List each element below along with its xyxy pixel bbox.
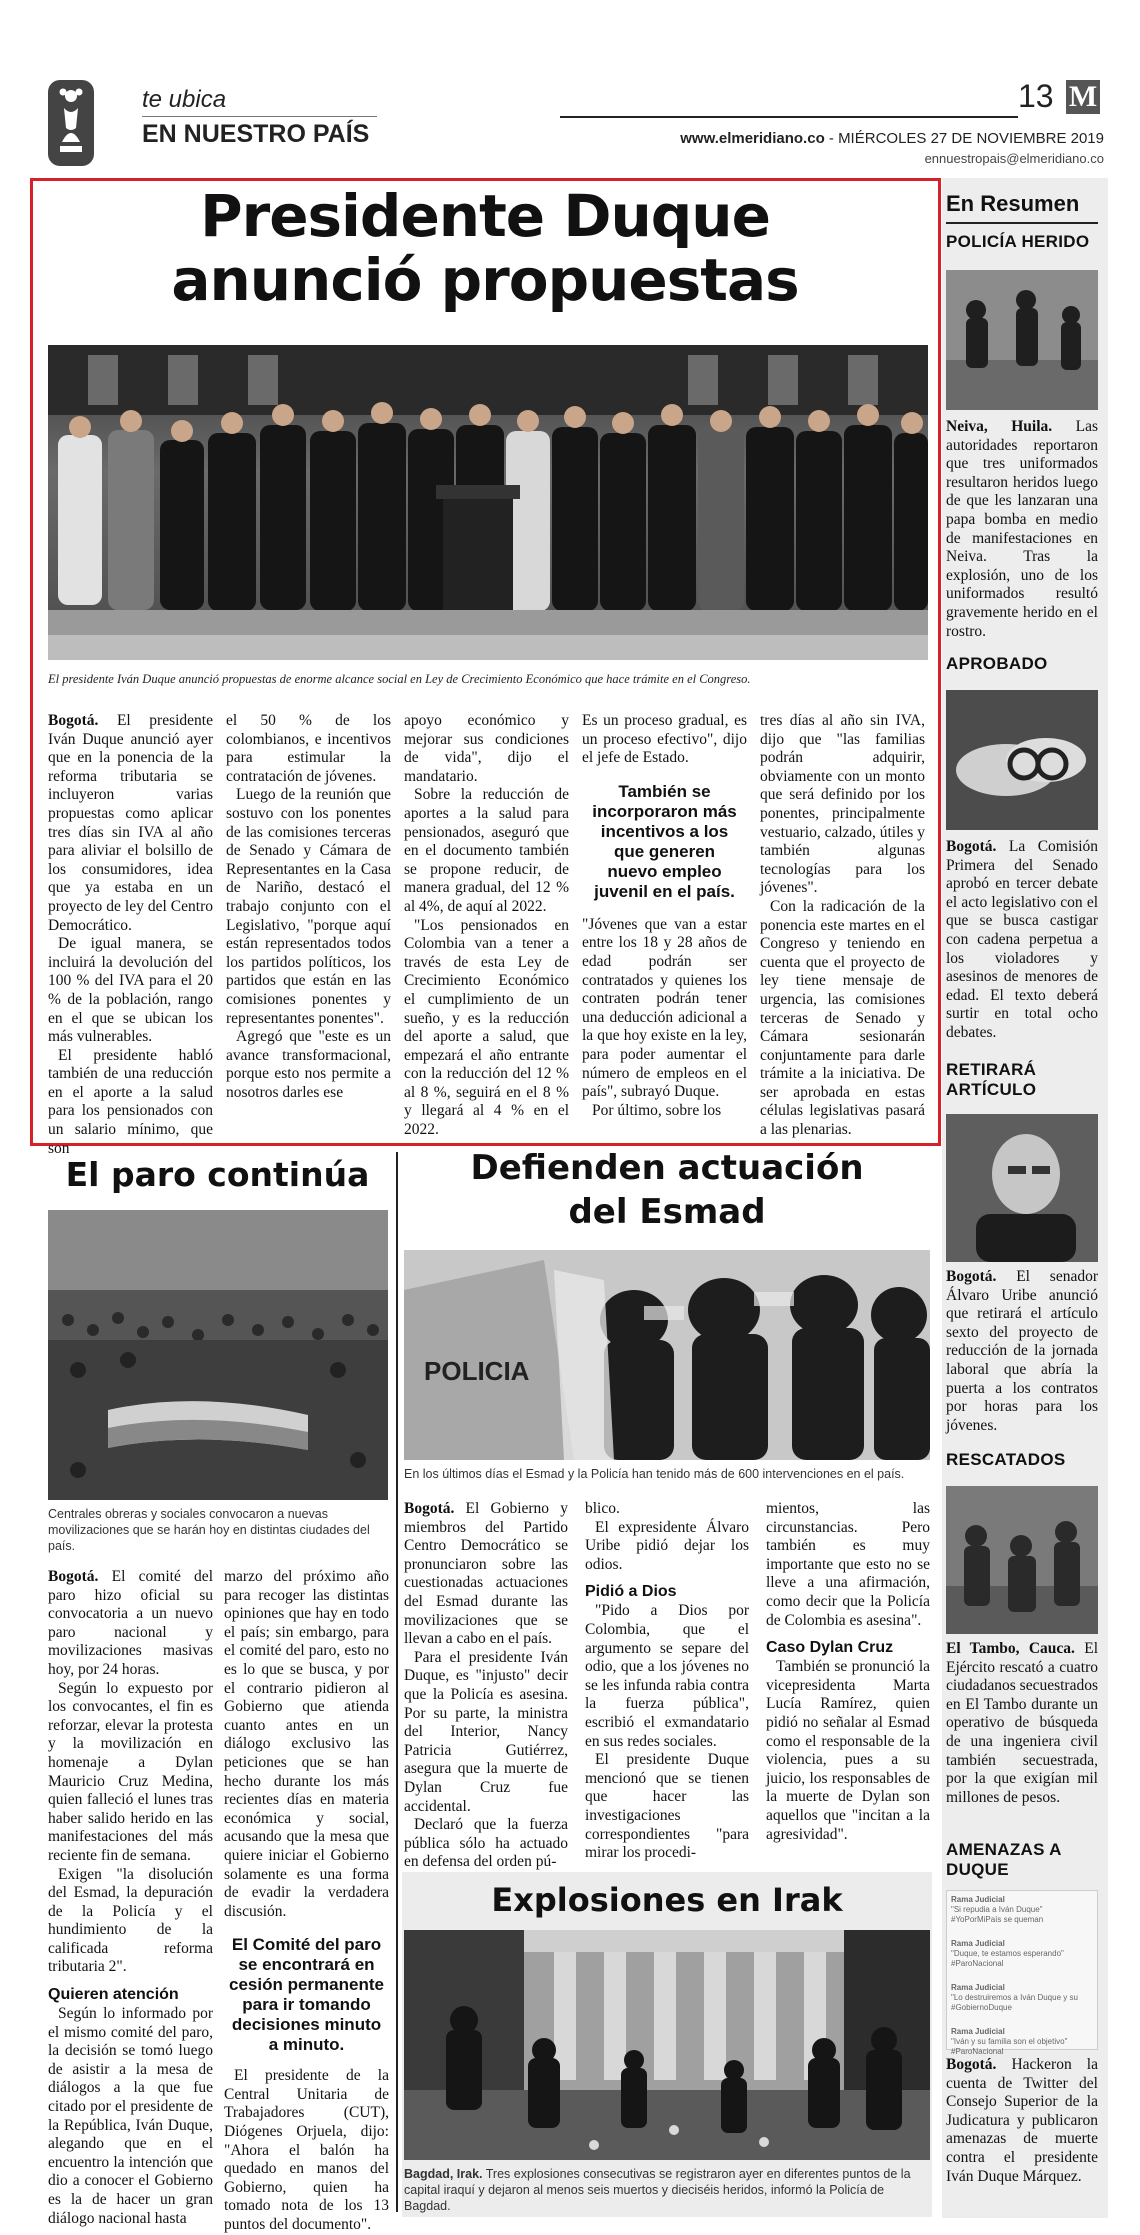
esmad-subhead: Pidió a Dios xyxy=(585,1583,677,1601)
paro-paragraph: Según lo expuesto por los convocantes, el fin es reforzar, elevar la protesta y la movilización en homenaje a Dylan Mauricio Cruz Medina, quien falleció el lunes tras haber salido herido en las manifestaciones del más reciente fin de semana. xyxy=(48,1679,213,1864)
irak-photo xyxy=(404,1930,930,2160)
sidebar-body: El Ejército rescató a cuatro ciudadanos secuestrados en El Tambo durante un operativo de búsqueda de una ingeniera civil también secuestrada, por la que exigían mil millones de pesos. xyxy=(946,1640,1098,1806)
paro-subhead: Quieren atención xyxy=(48,1986,179,2004)
sidebar-photo-handcuffs xyxy=(946,690,1098,830)
main-paragraph: Sobre la reducción de aportes a la salud para pensionados, aseguró que en el documento también se propone reducir, de manera gradual, del 12 % al 4%, de aquí al 2022. xyxy=(404,786,569,915)
paro-col-2 xyxy=(224,1568,389,2235)
dateline: Bogotá. xyxy=(946,1268,997,1285)
esmad-photo xyxy=(404,1250,930,1460)
esmad-photo-caption: En los últimos días el Esmad y la Policía han tenido más de 600 intervenciones en el país. xyxy=(404,1467,905,1481)
paro-photo-caption: Centrales obreras y sociales convocaron a nuevas movilizaciones que se harán hoy en distintas ciudades del país. xyxy=(48,1507,370,1553)
logo-mark: M xyxy=(1066,80,1100,114)
trophy-icon xyxy=(52,84,90,162)
sidebar-body: Las autoridades reportaron que tres uniformados resultaron heridos luego de que les lanzaran una papa bomba en medio de manifestaciones en Neiva. Tras la explosión, uno de los uniformados resultó gravemente herido en el rostro. xyxy=(946,418,1098,640)
tweet xyxy=(951,1983,1093,2013)
main-paragraph: el 50 % de los colombianos, e incentivos para estimular la contratación de jóvenes. xyxy=(226,712,391,785)
sidebar-photo-rescued xyxy=(946,1486,1098,1634)
esmad-photo-text: POLICIA xyxy=(424,1356,530,1386)
dateline: Bogotá. xyxy=(48,1568,99,1585)
sidebar-text xyxy=(946,1640,1098,1807)
tweet-user: Rama Judicial xyxy=(951,1939,1005,1948)
paro-paragraph: Exigen "la disolución del Esmad, la depuración de la Policía y el hundimiento de la calificada reforma tributaria 2". xyxy=(48,1865,213,1976)
irak-title: Explosiones en Irak xyxy=(491,1881,843,1919)
tweet xyxy=(951,2027,1093,2057)
tweet-user: Rama Judicial xyxy=(951,1983,1005,1992)
tweet-text: "Si repudia a Iván Duque" #YoPorMiPaís se queman xyxy=(951,1905,1044,1924)
esmad-paragraph: "Pido a Dios por Colombia, que el argumento se separe del odio, que a los jóvenes no se les infunda rabia contra la fuerza pública", escribió el exmandatario en sus redes sociales. xyxy=(585,1602,749,1750)
header-rule xyxy=(560,116,1018,118)
column-divider xyxy=(396,1152,398,2212)
esmad-title-line1: Defienden actuación xyxy=(470,1148,864,1188)
main-col-5 xyxy=(760,712,925,1140)
sidebar-title-rule xyxy=(946,222,1098,224)
irak-caption-text: Tres explosiones consecutivas se registraron ayer en diferentes puntos de la capital iraquí y dejaron al menos seis muertos y dieciséis heridos, informó la Policía de Bagdad. xyxy=(404,2167,911,2213)
main-paragraph: El presidente habló también de una reducción en el aporte a la salud para los pensionados con un salario mínimo, que son xyxy=(48,1046,213,1157)
sidebar-body: El senador Álvaro Uribe anunció que retirará el artículo sexto del proyecto de reducción de la jornada laboral que abría la puerta a los contratos por horas para los jóvenes. xyxy=(946,1268,1098,1434)
section-email[interactable]: ennuestropais@elmeridiano.co xyxy=(924,151,1104,166)
sidebar-photo-injured-police xyxy=(946,270,1098,410)
esmad-paragraph: Para el presidente Iván Duque, es "injusto" decir que la Policía es asesina. Por su parte, la ministra del Interior, Nancy Patricia Gutiérrez, asegura que la muerte de Dylan Cruz fue accidental. xyxy=(404,1648,568,1815)
main-col-3 xyxy=(404,712,569,1140)
sidebar-head: APROBADO xyxy=(946,654,1048,673)
dateline: Bogotá. xyxy=(404,1500,455,1517)
irak-photo-caption xyxy=(404,2166,930,2214)
section-main-label: EN NUESTRO PAÍS xyxy=(142,120,370,148)
main-paragraph: Agregó que "este es un avance transformacional, porque esto nos permite a nosotros darles ese xyxy=(226,1028,391,1101)
dateline: Bogotá. xyxy=(946,838,997,855)
main-paragraph: De igual manera, se incluirá la devolución del 100 % del IVA para el 20 % de la población, rango en el que se ubican los más vulnerables. xyxy=(48,935,213,1046)
dateline: Neiva, Huila. xyxy=(946,418,1053,435)
esmad-col-3 xyxy=(766,1500,930,1844)
sidebar-head: AMENAZAS A DUQUE xyxy=(946,1840,1062,1879)
tweet xyxy=(951,1939,1093,1969)
esmad-col-2 xyxy=(585,1500,749,1863)
main-col-4 xyxy=(582,712,747,1120)
paro-paragraph: Según lo informado por el mismo comité del paro, la decisión se tomó luego de asistir a la mesa de diálogos a la que fue citado por el presidente de la República, Iván Duque, alegando que en el encuentro la intención que dio a conocer el Gobierno es la de hacer un gran diálogo nacional hasta xyxy=(48,2005,213,2227)
paro-photo xyxy=(48,1210,388,1500)
dateline: Bagdad, Irak. xyxy=(404,2167,483,2181)
sidebar-photo-uribe xyxy=(946,1114,1098,1262)
main-col-2 xyxy=(226,712,391,1102)
main-paragraph: apoyo económico y mejorar sus condiciones de vida", dijo el mandatario. xyxy=(404,712,569,785)
page-number: 13 xyxy=(1018,78,1054,114)
section-top-label: te ubica xyxy=(142,86,227,113)
sidebar-head: RESCATADOS xyxy=(946,1450,1066,1469)
paro-paragraph: marzo del próximo año para recoger las distintas opiniones que hay en todo el país; sin embargo, para el comité del paro, esto no es lo que se busca, y por el contrario pidieron al Gobierno que atienda cuanto antes en un diálogo exclusivo las peticiones que se han hecho durante los más recientes días en materia económica y social, acusando que la mesa que quiere iniciar el Gobierno solamente es una forma de evadir la verdadera discusión. xyxy=(224,1568,389,1920)
tweet xyxy=(951,1895,1093,1925)
pull-quote: El Comité del paro se encontrará en cesión permanente para ir tomando decisiones minuto a minuto. xyxy=(229,1935,384,2055)
main-paragraph: Luego de la reunión que sostuvo con los ponentes de las comisiones terceras de Senado y Cámara de Representantes en la Casa de Nariño, destacó el trabajo conjunto con el Legislativo, "porque aquí están representados todos los partidos políticos, los partidos que están en las comisiones ponentes y representantes ponentes". xyxy=(226,786,391,1027)
esmad-paragraph: El expresidente Álvaro Uribe pidió dejar los odios. xyxy=(585,1518,749,1573)
main-paragraph: Es un proceso gradual, es un proceso efectivo", dijo el jefe de Estado. xyxy=(582,712,747,767)
esmad-paragraph: El presidente Duque mencionó que se tienen que hacer las investigaciones correspondientes "para mirar los procedi- xyxy=(585,1751,749,1862)
sidebar-head: RETIRARÁ ARTÍCULO xyxy=(946,1060,1037,1099)
sidebar-body: La Comisión Primera del Senado aprobó en tercer debate el acto legislativo con el que se busca castigar con cadena perpetua a los violadores y asesinos de menores de edad. El texto deberá surtir en total ocho debates. xyxy=(946,838,1098,1041)
main-paragraph: "Los pensionados en Colombia van a tener a través de esta Ley de Crecimiento Económico el cumplimiento de un sueño, y es la reducción del aporte a salud, que empezará el año entrante con la reducción del 12 % al 8 %, seguirá en el 8 % y llegará al 4 % en el 2022. xyxy=(404,916,569,1139)
esmad-title xyxy=(402,1146,932,1234)
main-paragraph: "Jóvenes que van a estar entre los 18 y 28 años de edad podrán ser contratados y quienes los contraten podrán tener una deducción adicional a la que hoy existe en la ley, para poder aumentar el número de empleos en el país", subrayó Duque. xyxy=(582,915,747,1101)
main-photo xyxy=(48,345,928,660)
section-divider xyxy=(142,116,377,117)
esmad-paragraph: El Gobierno y miembros del Partido Centro Democrático se pronunciaron sobre las cuestionadas actuaciones del Esmad durante las movilizaciones que se llevan a cabo en el país. xyxy=(404,1500,568,1648)
paro-paragraph: El presidente de la Central Unitaria de Trabajadores (CUT), Diógenes Orjuela, dijo: "Ahora el balón ha quedado en manos del Gobierno, quien ha tomado nota de los 13 puntos del documento". xyxy=(224,2067,389,2234)
main-photo-caption: El presidente Iván Duque anunció propuestas de enorme alcance social en Ley de Crecimiento Económico que hace trámite en el Congreso. xyxy=(48,672,751,686)
esmad-subhead: Caso Dylan Cruz xyxy=(766,1639,894,1657)
esmad-paragraph: blico. xyxy=(585,1500,620,1517)
sidebar-text xyxy=(946,418,1098,641)
paro-paragraph: El comité del paro hizo oficial su convocatoria a un nuevo paro nacional y movilizaciones masivas hoy, por 24 horas. xyxy=(48,1568,213,1678)
esmad-paragraph: Declaró que la fuerza pública sólo ha actuado en defensa del orden pú- xyxy=(404,1816,568,1871)
tweet-text: "Lo destruiremos a Iván Duque y su #GobiernoDuque xyxy=(951,1993,1078,2012)
esmad-col-1 xyxy=(404,1500,568,1872)
main-paragraph: Con la radicación de la ponencia este martes en el Congreso y teniendo en cuenta que el proyecto de ley tiene mensaje de urgencia, las comisiones terceras de Senado y Cámara sesionarán conjuntamente para darle trámite a la iniciativa. De ser aprobada en estas células legislativas pasará a las plenarias. xyxy=(760,897,925,1139)
main-title-line2: anunció propuestas xyxy=(171,246,799,314)
main-paragraph: tres días al año sin IVA, dijo que "las familias podrán adquirir, obviamente con un monto que será definido por los ponentes, principalmente vestuario, calzado, útiles y también algunas tecnologías para los jóvenes". xyxy=(760,712,925,897)
tweet-user: Rama Judicial xyxy=(951,1895,1005,1904)
esmad-paragraph: También se pronunció la vicepresidenta Marta Lucía Ramírez, quien pidió no señalar al Esmad como el responsable de la violencia, pues a su juicio, los responsables de la muerte de Dylan son aquellos que "incitan a la agresividad". xyxy=(766,1658,930,1843)
esmad-title-line2: del Esmad xyxy=(568,1192,766,1232)
paro-col-1 xyxy=(48,1568,213,2228)
sidebar-title: En Resumen xyxy=(946,191,1080,216)
sidebar-text xyxy=(946,1268,1098,1435)
pull-quote: También se incorporaron más incentivos a los que generen nuevo empleo juvenil en el país. xyxy=(592,781,737,901)
dateline: Bogotá. xyxy=(946,2056,997,2073)
esmad-paragraph: mientos, las circunstancias. Pero también es muy importante que esto no se lleve a una afirmación, como decir que la Policía de Colombia es asesina". xyxy=(766,1500,930,1629)
sidebar-body: Hackeron la cuenta de Twitter del Consejo Superior de la Judicatura y publicaron amenazas de muerte contra el presidente Iván Duque Márquez. xyxy=(946,2056,1098,2185)
site-date-line xyxy=(680,130,1104,147)
tweet-user: Rama Judicial xyxy=(951,2027,1005,2036)
main-col-1 xyxy=(48,712,213,1158)
site-url[interactable]: www.elmeridiano.co xyxy=(680,130,825,147)
sidebar-tweets xyxy=(946,1890,1098,2056)
dateline: Bogotá. xyxy=(48,712,99,729)
main-paragraph: Por último, sobre los xyxy=(592,1101,722,1119)
paro-title: El paro continúa xyxy=(65,1155,370,1194)
tweet-text: "Iván y su familia son el objetivo" #ParoNacional xyxy=(951,2037,1068,2056)
main-title-line1: Presidente Duque xyxy=(200,182,770,250)
sidebar-text xyxy=(946,838,1098,1043)
main-title xyxy=(40,184,930,312)
issue-date: - MIÉRCOLES 27 DE NOVIEMBRE 2019 xyxy=(824,130,1104,147)
tweet-text: "Duque, te estamos esperando" #ParoNacional xyxy=(951,1949,1064,1968)
main-paragraph: El presidente Iván Duque anunció ayer que en la ponencia de la reforma tributaria se incluyeron varias propuestas como aplicar tres días sin IVA al año para aliviar el bolsillo de los consumidores, idea que ya estaba en un proyecto de ley del Centro Democrático. xyxy=(48,712,213,934)
dateline: El Tambo, Cauca. xyxy=(946,1640,1075,1657)
sidebar-head: POLICÍA HERIDO xyxy=(946,232,1090,251)
sidebar-text xyxy=(946,2056,1098,2186)
